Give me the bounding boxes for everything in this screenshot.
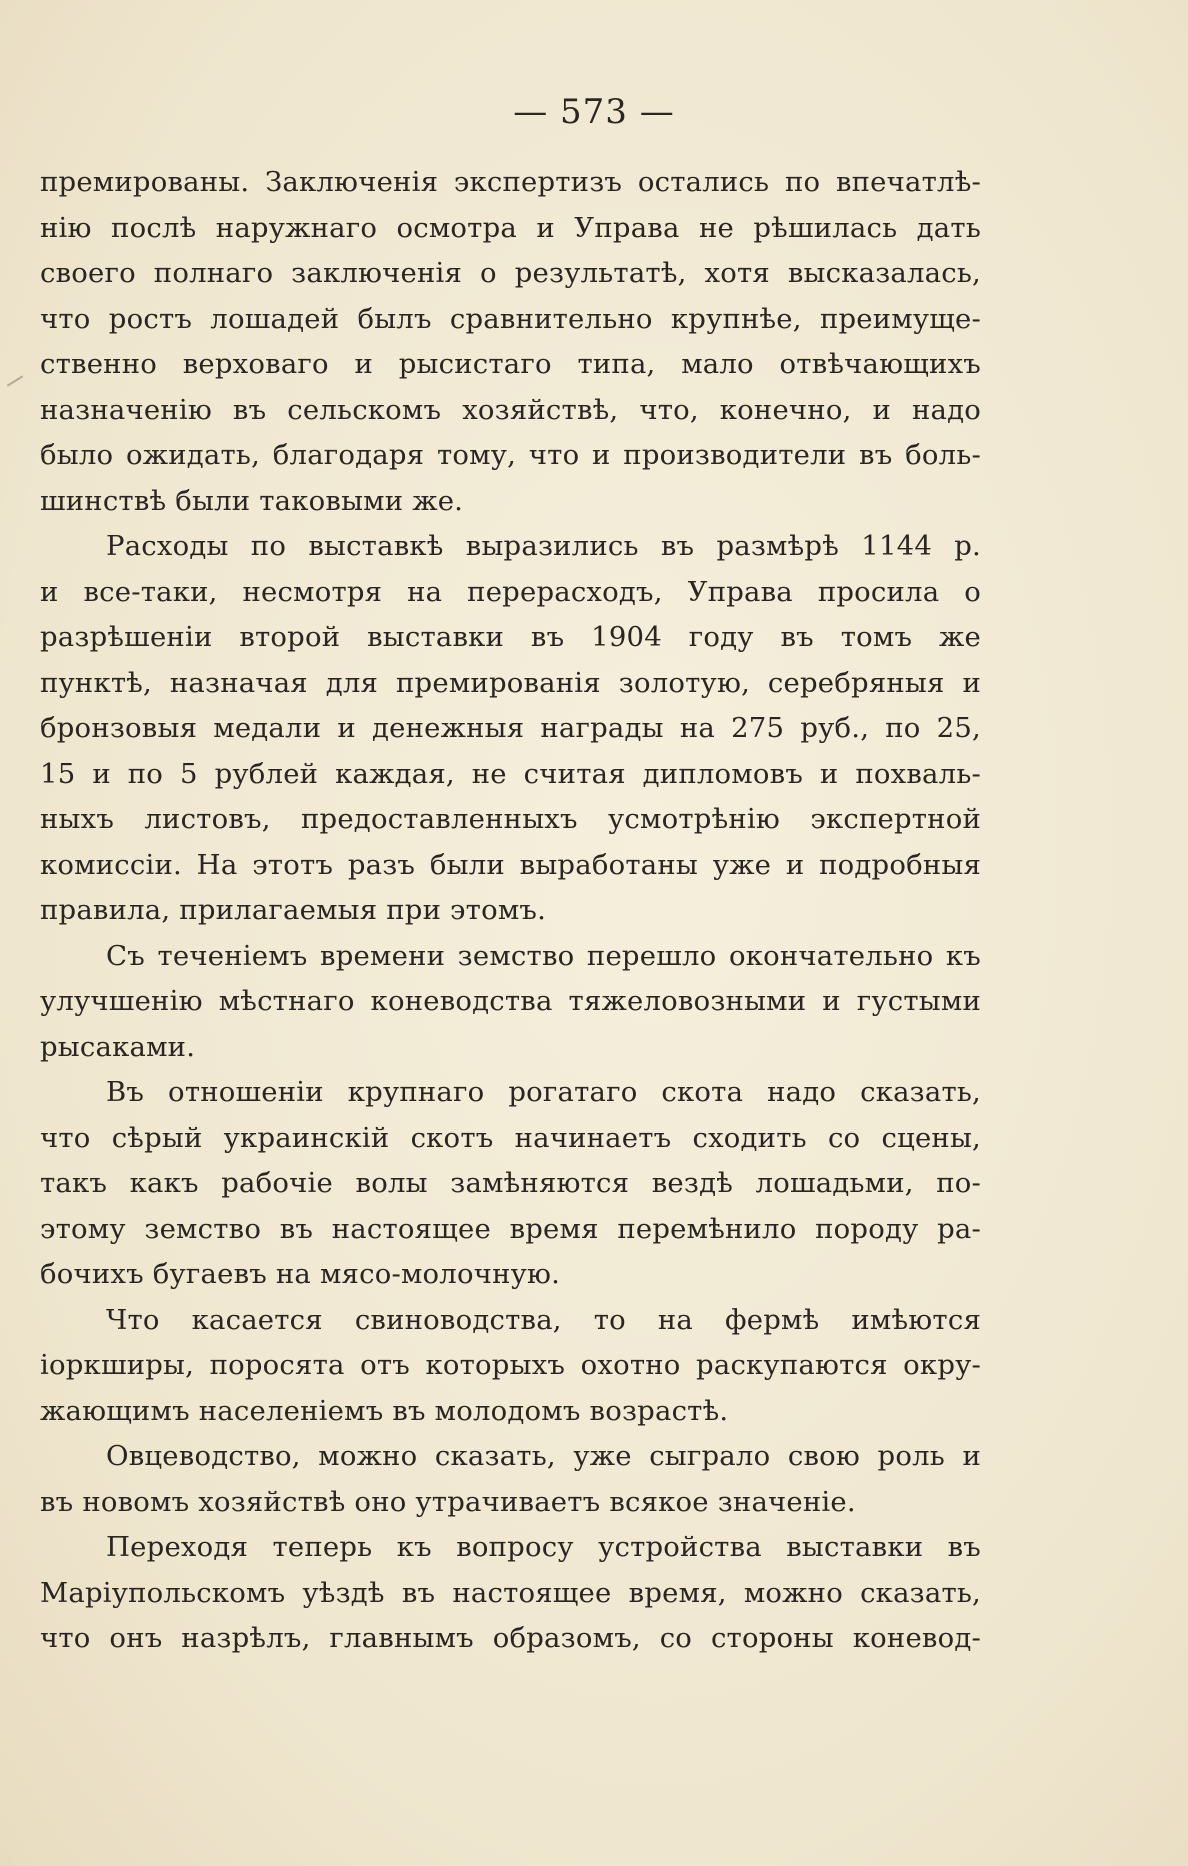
text-line: іоркширы, поросята отъ которыхъ охотно раскупаются окру- [40, 1349, 981, 1381]
text-line: своего полнаго заключенія о результатѣ, хотя высказалась, [40, 257, 981, 289]
text-line: Расходы по выставкѣ выразились въ размѣрѣ 1144 р. [106, 530, 981, 562]
text-line: нію послѣ наружнаго осмотра и Управа не рѣшилась дать [40, 211, 981, 244]
text-line: Овцеводство, можно сказать, уже сыграло свою роль и [106, 1440, 981, 1472]
text-line: комиссіи. На этотъ разъ были выработаны уже и подробныя [40, 848, 981, 881]
text-line: этому земство въ настоящее время перемѣнило породу ра- [40, 1212, 981, 1245]
text-line: бочихъ бугаевъ на мясо-молочную. [40, 1258, 561, 1290]
text-line: такъ какъ рабочіе волы замѣняются вездѣ лошадьми, по- [40, 1167, 981, 1199]
text-line: ственно верховаго и рысистаго типа, мало отвѣчающихъ [40, 348, 981, 380]
text-line: въ новомъ хозяйствѣ оно утрачиваетъ всякое значеніе. [40, 1485, 856, 1518]
page-number: — 573 — [513, 92, 675, 132]
text-line: Маріупольскомъ уѣздѣ въ настоящее время, можно сказать, [40, 1576, 981, 1609]
text-line: было ожидать, благодаря тому, что и производители въ боль- [40, 439, 981, 471]
text-line: Съ теченіемъ времени земство перешло окончательно къ [106, 939, 981, 972]
text-line: назначенію въ сельскомъ хозяйствѣ, что, конечно, и надо [40, 393, 981, 426]
text-line: шинствѣ были таковыми же. [40, 484, 464, 517]
text-line: Въ отношеніи крупнаго рогатаго скота надо сказать, [106, 1076, 981, 1108]
text-line: пунктѣ, назначая для премированія золотую, серебряныя и [40, 666, 981, 699]
text-line: Что касается свиноводства, то на фермѣ имѣются [106, 1303, 981, 1336]
text-line: правила, прилагаемыя при этомъ. [40, 894, 547, 926]
text-line: и все-таки, несмотря на перерасходъ, Управа просила о [40, 575, 981, 608]
text-line: 15 и по 5 рублей каждая, не считая дипломовъ и похваль- [40, 757, 981, 790]
text-line: разрѣшеніи второй выставки въ 1904 году въ томъ же [40, 621, 981, 653]
margin-mark [7, 375, 23, 386]
text-line: премированы. Заключенія экспертизъ остались по впечатлѣ- [40, 166, 981, 198]
text-line: бронзовыя медали и денежныя награды на 275 руб., по 25, [40, 712, 981, 744]
text-line: ныхъ листовъ, предоставленныхъ усмотрѣнію экспертной [40, 803, 981, 835]
text-line: что ростъ лошадей былъ сравнительно крупнѣе, преимуще- [40, 302, 981, 335]
text-line: что онъ назрѣлъ, главнымъ образомъ, со стороны коневод- [40, 1622, 981, 1654]
text-line: рысаками. [40, 1030, 196, 1063]
body-text [40, 160, 981, 1662]
text-line: Переходя теперь къ вопросу устройства выставки въ [106, 1531, 981, 1563]
text-line: что сѣрый украинскій скотъ начинаетъ сходить со сцены, [40, 1121, 981, 1154]
text-line: жающимъ населеніемъ въ молодомъ возрастѣ. [40, 1394, 729, 1427]
text-line: улучшенію мѣстнаго коневодства тяжеловозными и густыми [40, 985, 981, 1017]
